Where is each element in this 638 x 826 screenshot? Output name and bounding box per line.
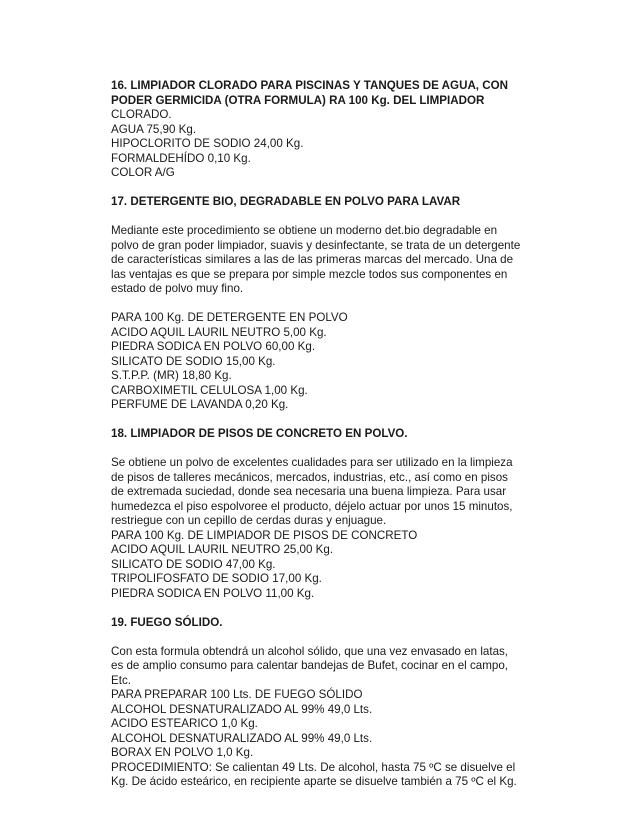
formula-line: ACIDO AQUIL LAURIL NEUTRO 25,00 Kg. xyxy=(111,543,334,556)
section-17 xyxy=(111,195,531,413)
section-heading-line: 19. FUEGO SÓLIDO. xyxy=(111,615,223,629)
paragraph-line: humedezca el piso espolvoree el producto, déjelo actuar por unos 15 minutos, xyxy=(111,499,513,513)
paragraph-line: de características similares a las de las primeras marcas del mercado. Una de xyxy=(111,253,514,266)
formula-line: BORAX EN POLVO 1,0 Kg. xyxy=(111,746,254,759)
formula-line: TRIPOLIFOSFATO DE SODIO 17,00 Kg. xyxy=(111,572,322,585)
formula-line: AGUA 75,90 Kg. xyxy=(111,122,197,136)
formula-line: ACIDO ESTEARICO 1,0 Kg. xyxy=(111,717,258,730)
spacer xyxy=(111,442,531,457)
paragraph-line: Etc. xyxy=(111,673,131,687)
formula-line: CARBOXIMETIL CELULOSA 1,00 Kg. xyxy=(111,383,308,397)
paragraph-line: las ventajas es que se prepara por simple mezcle todos sus componentes en xyxy=(111,267,508,281)
formula-line: ALCOHOL DESNATURALIZADO AL 99% 49,0 Lts. xyxy=(111,731,373,745)
formula-line: FORMALDEHÍDO 0,10 Kg. xyxy=(111,151,251,165)
formula-line: S.T.P.P. (MR) 18,80 Kg. xyxy=(111,369,232,382)
spacer xyxy=(111,181,531,196)
spacer xyxy=(111,601,531,616)
formula-line: PIEDRA SODICA EN POLVO 11,00 Kg. xyxy=(111,586,315,600)
formula-line: PERFUME DE LAVANDA 0,20 Kg. xyxy=(111,398,289,411)
formula-line: PARA 100 Kg. DE LIMPIADOR DE PISOS DE CONCRETO xyxy=(111,528,418,542)
formula-line: PARA PREPARAR 100 Lts. DE FUEGO SÓLIDO xyxy=(111,688,363,701)
spacer xyxy=(111,210,531,225)
paragraph-line: de pisos de talleres mecánicos, mercados, industrias, etc., así como en pisos xyxy=(111,470,508,484)
section-19 xyxy=(111,616,531,790)
spacer xyxy=(111,630,531,645)
section-heading-line: PODER GERMICIDA (OTRA FORMULA) RA 100 Kg. DEL LIMPIADOR xyxy=(111,93,485,107)
paragraph-line: es de amplio consumo para calentar bandejas de Bufet, cocinar en el campo, xyxy=(111,659,509,672)
paragraph-line: Se obtiene un polvo de excelentes cualidades para ser utilizado en la limpieza xyxy=(111,456,513,469)
spacer xyxy=(111,297,531,312)
formula-line: Kg. De ácido esteárico, en recipiente aparte se disuelve también a 75 ºC el Kg. xyxy=(111,775,517,788)
formula-line: PIEDRA SODICA EN POLVO 60,00 Kg. xyxy=(111,340,316,353)
section-heading-line: 18. LIMPIADOR DE PISOS DE CONCRETO EN POLVO. xyxy=(111,427,408,440)
section-heading-line: 16. LIMPIADOR CLORADO PARA PISCINAS Y TANQUES DE AGUA, CON xyxy=(111,79,509,92)
paragraph-line: Mediante este procedimiento se obtiene un moderno det.bio degradable en xyxy=(111,224,498,237)
formula-line: SILICATO DE SODIO 47,00 Kg. xyxy=(111,557,276,571)
formula-line: HIPOCLORITO DE SODIO 24,00 Kg. xyxy=(111,137,304,150)
paragraph-line: de extremada suciedad, donde sea necesaria una buena limpieza. Para usar xyxy=(111,485,507,498)
formula-line: COLOR A/G xyxy=(111,166,175,179)
section-16 xyxy=(111,79,531,181)
formula-line: PARA 100 Kg. DE DETERGENTE EN POLVO xyxy=(111,311,348,324)
document-body xyxy=(111,79,531,790)
formula-line: CLORADO. xyxy=(111,108,172,121)
section-18 xyxy=(111,427,531,601)
formula-line: SILICATO DE SODIO 15,00 Kg. xyxy=(111,354,276,368)
section-heading-line: 17. DETERGENTE BIO, DEGRADABLE EN POLVO PARA LAVAR xyxy=(111,195,461,208)
formula-line: ACIDO AQUIL LAURIL NEUTRO 5,00 Kg. xyxy=(111,325,327,339)
spacer xyxy=(111,413,531,428)
formula-line: PROCEDIMIENTO: Se calientan 49 Lts. De alcohol, hasta 75 ºC se disuelve el xyxy=(111,760,516,774)
paragraph-line: estado de polvo muy fino. xyxy=(111,282,244,295)
formula-line: ALCOHOL DESNATURALIZADO AL 99% 49,0 Lts. xyxy=(111,702,373,716)
paragraph-line: restriegue con un cepillo de cerdas duras y enjuague. xyxy=(111,514,387,527)
paragraph-line: polvo de gran poder limpiador, suavis y desinfectante, se trata de un detergente xyxy=(111,238,521,252)
paragraph-line: Con esta formula obtendrá un alcohol sólido, que una vez envasado en latas, xyxy=(111,644,509,658)
